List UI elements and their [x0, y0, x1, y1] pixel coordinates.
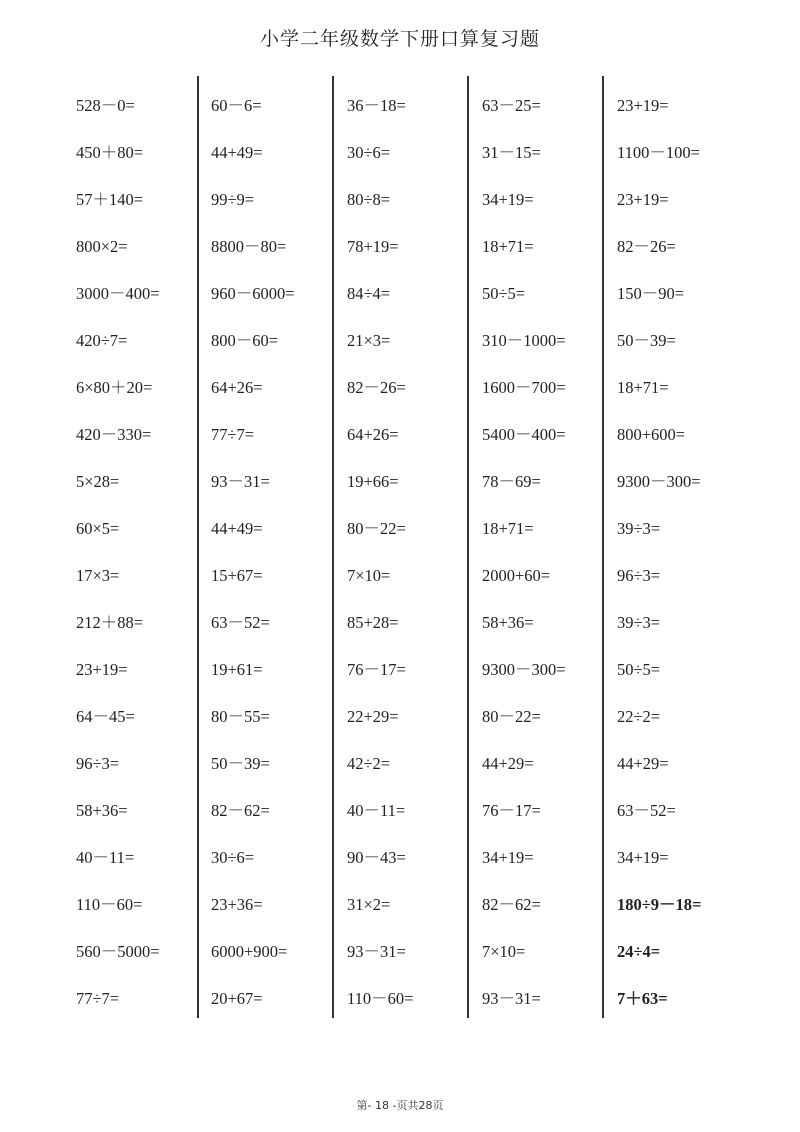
- problem-item: 82－26=: [347, 378, 406, 397]
- problem-item: 1100－100=: [617, 143, 700, 162]
- problem-item: 9300－300=: [617, 472, 701, 491]
- problem-item: 800×2=: [76, 237, 128, 256]
- problem-item: 560－5000=: [76, 942, 160, 961]
- problem-item: 60－6=: [211, 96, 262, 115]
- problem-item: 30÷6=: [211, 848, 255, 867]
- problem-item: 7＋63=: [617, 989, 668, 1008]
- problem-item: 58+36=: [482, 613, 534, 632]
- problem-item: 80－22=: [482, 707, 541, 726]
- problem-item: 7×10=: [482, 942, 526, 961]
- problem-item: 39÷3=: [617, 613, 661, 632]
- problem-item: 450＋80=: [76, 143, 144, 162]
- problem-item: 24÷4=: [617, 942, 661, 961]
- problem-item: 23+19=: [76, 660, 128, 679]
- problem-item: 34+19=: [482, 190, 534, 209]
- problem-item: 57＋140=: [76, 190, 144, 209]
- problem-column-1: [76, 92, 206, 1032]
- problem-column-2: [211, 92, 341, 1032]
- problem-item: 528－0=: [76, 96, 135, 115]
- problem-item: 310－1000=: [482, 331, 566, 350]
- problem-item: 85+28=: [347, 613, 399, 632]
- problem-item: 34+19=: [482, 848, 534, 867]
- problem-item: 77÷7=: [76, 989, 120, 1008]
- problem-item: 5×28=: [76, 472, 120, 491]
- problem-item: 22+29=: [347, 707, 399, 726]
- problem-item: 2000+60=: [482, 566, 551, 585]
- page-title: 小学二年级数学下册口算复习题: [259, 28, 540, 50]
- problem-item: 77÷7=: [211, 425, 255, 444]
- problem-item: 80－22=: [347, 519, 406, 538]
- problem-column-3: [347, 92, 477, 1032]
- problem-item: 50÷5=: [617, 660, 661, 679]
- problem-item: 82－62=: [211, 801, 270, 820]
- page-footer: 第- 18 -页共28页: [356, 1099, 444, 1112]
- problem-item: 84÷4=: [347, 284, 391, 303]
- problem-item: 20+67=: [211, 989, 263, 1008]
- problem-item: 31×2=: [347, 895, 391, 914]
- problem-column-5: [617, 92, 747, 1032]
- problem-item: 9300－300=: [482, 660, 566, 679]
- problem-item: 8800－80=: [211, 237, 287, 256]
- problem-item: 50－39=: [211, 754, 270, 773]
- problem-item: 39÷3=: [617, 519, 661, 538]
- problem-item: 960－6000=: [211, 284, 295, 303]
- problem-column-4: [482, 92, 612, 1032]
- problem-item: 36－18=: [347, 96, 406, 115]
- problem-item: 18+71=: [482, 237, 534, 256]
- problem-item: 23+19=: [617, 190, 669, 209]
- problem-item: 76－17=: [347, 660, 406, 679]
- problem-item: 44+49=: [211, 519, 263, 538]
- problem-item: 110－60=: [76, 895, 143, 914]
- problem-item: 96÷3=: [617, 566, 661, 585]
- problem-item: 18+71=: [482, 519, 534, 538]
- problem-item: 3000－400=: [76, 284, 160, 303]
- problem-item: 78－69=: [482, 472, 541, 491]
- problem-item: 64+26=: [347, 425, 399, 444]
- problem-item: 93－31=: [482, 989, 541, 1008]
- problem-item: 96÷3=: [76, 754, 120, 773]
- problem-item: 42÷2=: [347, 754, 391, 773]
- problem-item: 44+49=: [211, 143, 263, 162]
- problem-item: 17×3=: [76, 566, 120, 585]
- problem-item: 50－39=: [617, 331, 676, 350]
- problem-item: 420－330=: [76, 425, 152, 444]
- problem-item: 58+36=: [76, 801, 128, 820]
- problem-item: 6×80＋20=: [76, 378, 153, 397]
- problem-item: 99÷9=: [211, 190, 255, 209]
- problem-item: 5400－400=: [482, 425, 566, 444]
- problem-item: 80－55=: [211, 707, 270, 726]
- problem-item: 15+67=: [211, 566, 263, 585]
- problem-item: 93－31=: [211, 472, 270, 491]
- problem-item: 64－45=: [76, 707, 135, 726]
- problem-item: 40－11=: [347, 801, 406, 820]
- problem-item: 34+19=: [617, 848, 669, 867]
- problem-item: 63－52=: [617, 801, 676, 820]
- problem-item: 90－43=: [347, 848, 406, 867]
- problem-item: 64+26=: [211, 378, 263, 397]
- problem-item: 30÷6=: [347, 143, 391, 162]
- problem-item: 63－52=: [211, 613, 270, 632]
- problem-item: 44+29=: [482, 754, 534, 773]
- problem-item: 19+61=: [211, 660, 263, 679]
- problem-item: 18+71=: [617, 378, 669, 397]
- problem-item: 21×3=: [347, 331, 391, 350]
- problem-item: 82－26=: [617, 237, 676, 256]
- problem-item: 212＋88=: [76, 613, 144, 632]
- problem-item: 23+36=: [211, 895, 263, 914]
- problem-item: 6000+900=: [211, 942, 288, 961]
- problem-item: 82－62=: [482, 895, 541, 914]
- problem-item: 78+19=: [347, 237, 399, 256]
- problem-item: 110－60=: [347, 989, 414, 1008]
- problem-item: 60×5=: [76, 519, 120, 538]
- problem-item: 150－90=: [617, 284, 685, 303]
- problem-item: 800+600=: [617, 425, 686, 444]
- problem-item: 50÷5=: [482, 284, 526, 303]
- problem-item: 23+19=: [617, 96, 669, 115]
- problem-item: 44+29=: [617, 754, 669, 773]
- problem-item: 7×10=: [347, 566, 391, 585]
- problem-item: 31－15=: [482, 143, 541, 162]
- problem-item: 80÷8=: [347, 190, 391, 209]
- problem-item: 19+66=: [347, 472, 399, 491]
- problem-item: 180÷9－18=: [617, 895, 702, 914]
- problem-item: 93－31=: [347, 942, 406, 961]
- problem-item: 40－11=: [76, 848, 135, 867]
- problem-item: 420÷7=: [76, 331, 128, 350]
- problem-item: 63－25=: [482, 96, 541, 115]
- problem-item: 22÷2=: [617, 707, 661, 726]
- problem-item: 76－17=: [482, 801, 541, 820]
- problem-item: 1600－700=: [482, 378, 566, 397]
- problem-item: 800－60=: [211, 331, 279, 350]
